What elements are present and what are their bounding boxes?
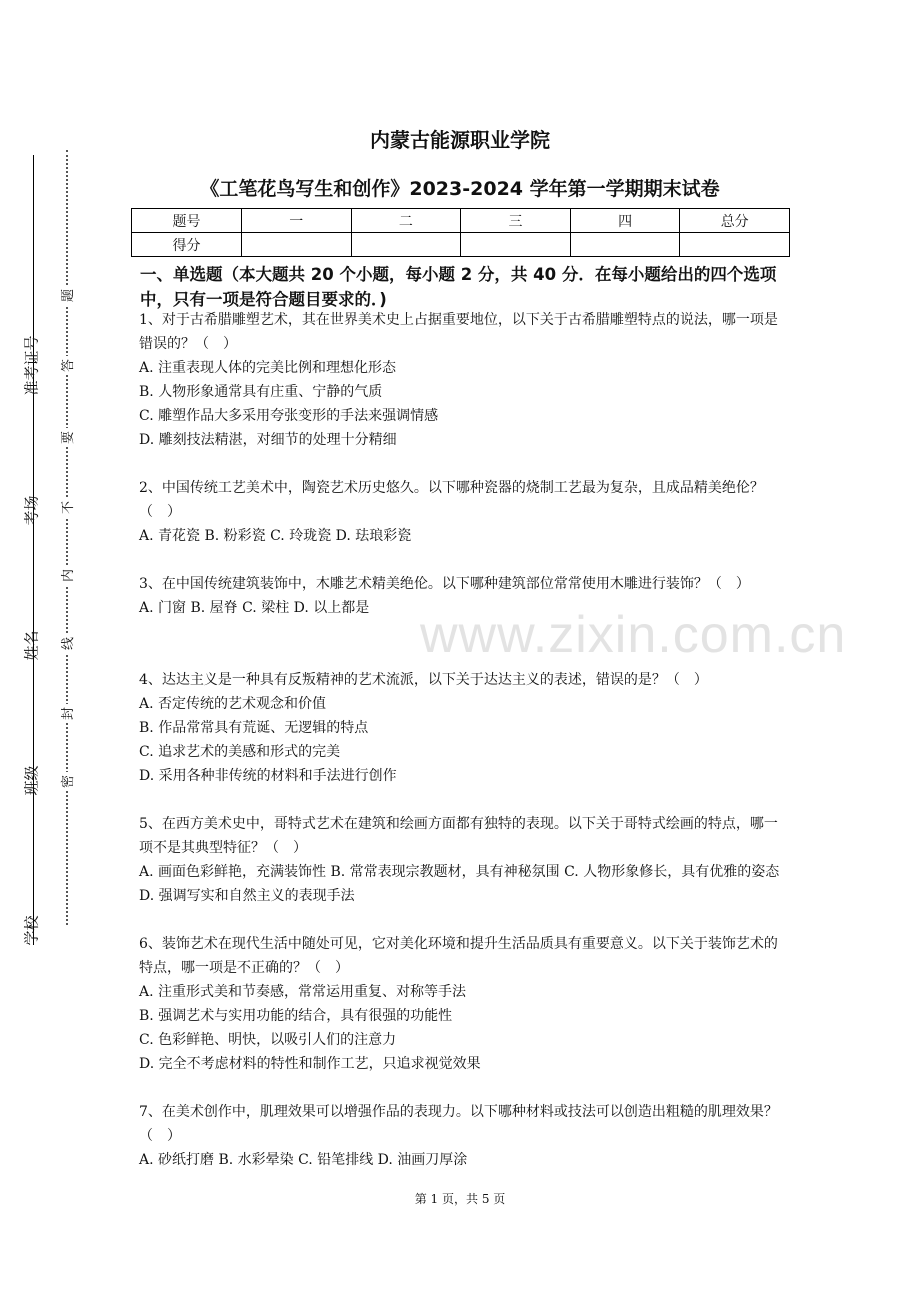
question-stem: 3、在中国传统建筑装饰中，木雕艺术精美绝伦。以下哪种建筑部位常常使用木雕进行装饰？（ ）: [139, 576, 750, 592]
question-1: [139, 308, 787, 452]
score-cell[interactable]: [242, 233, 352, 257]
seal-char: 答: [56, 356, 78, 375]
score-table-header-row: [132, 209, 790, 233]
option[interactable]: A. 砂纸打磨 B. 水彩晕染 C. 铅笔排线 D. 油画刀厚涂: [139, 1152, 468, 1168]
option[interactable]: C. 色彩鲜艳、明快，以吸引人们的注意力: [139, 1032, 397, 1048]
option[interactable]: D. 雕刻技法精湛，对细节的处理十分精细: [139, 432, 397, 448]
seal-char: 线: [56, 634, 78, 653]
question-stem: 6、装饰艺术在现代生活中随处可见，它对美化环境和提升生活品质具有重要意义。以下关于装饰艺术的特点，哪一项是不正确的？（ ）: [139, 936, 778, 976]
field-class[interactable]: 班级: [22, 764, 41, 796]
option[interactable]: A. 否定传统的艺术观念和价值: [139, 696, 327, 712]
option[interactable]: A. 青花瓷 B. 粉彩瓷 C. 玲珑瓷 D. 珐琅彩瓷: [139, 528, 412, 544]
score-header-cell: 题号: [132, 209, 242, 233]
seal-char: 不: [56, 498, 78, 517]
seal-char: 封: [56, 704, 78, 723]
question-stem: 7、在美术创作中，肌理效果可以增强作品的表现力。以下哪种材料或技法可以创造出粗糙的肌理效果？（ ）: [139, 1104, 778, 1144]
score-header-cell: 三: [461, 209, 571, 233]
question-6: [139, 932, 787, 1076]
option[interactable]: C. 追求艺术的美感和形式的完美: [139, 744, 341, 760]
score-header-cell: 一: [242, 209, 352, 233]
option[interactable]: D. 完全不考虑材料的特性和制作工艺，只追求视觉效果: [139, 1056, 481, 1072]
option[interactable]: D. 采用各种非传统的材料和手法进行创作: [139, 768, 397, 784]
score-cell[interactable]: [570, 233, 680, 257]
field-name[interactable]: 姓名: [22, 629, 41, 661]
question-7: [139, 1100, 787, 1172]
option[interactable]: A. 注重表现人体的完美比例和理想化形态: [139, 360, 397, 376]
option[interactable]: B. 人物形象通常具有庄重、宁静的气质: [139, 384, 383, 400]
question-stem: 4、达达主义是一种具有反叛精神的艺术流派，以下关于达达主义的表述，错误的是？（ ）: [139, 672, 708, 688]
score-header-cell: 二: [351, 209, 461, 233]
score-table: [131, 208, 790, 257]
option[interactable]: C. 雕塑作品大多采用夸张变形的手法来强调情感: [139, 408, 439, 424]
seal-char: 题: [56, 286, 78, 305]
field-exam-id[interactable]: 准考证号: [22, 334, 41, 396]
score-header-cell: 四: [570, 209, 680, 233]
field-exam-room[interactable]: 考场: [22, 494, 41, 526]
option[interactable]: B. 强调艺术与实用功能的结合，具有很强的功能性: [139, 1008, 453, 1024]
question-4: [139, 668, 787, 788]
option[interactable]: A. 门窗 B. 屋脊 C. 梁柱 D. 以上都是: [139, 600, 370, 616]
question-2: [139, 476, 787, 548]
score-cell[interactable]: [351, 233, 461, 257]
section-heading: 一、单选题（本大题共 20 个小题，每小题 2 分，共 40 分．在每小题给出的四个选项中，只有一项是符合题目要求的．): [140, 265, 777, 309]
seal-char: 内: [56, 566, 78, 585]
seal-dotted-line: [66, 150, 68, 925]
score-header-cell: 总分: [680, 209, 790, 233]
field-school[interactable]: 学校: [22, 914, 41, 946]
watermark: www.zixin.com.cn: [420, 606, 847, 664]
question-stem: 2、中国传统工艺美术中，陶瓷艺术历史悠久。以下哪种瓷器的烧制工艺最为复杂，且成品精美绝伦？（ ）: [139, 480, 764, 520]
question-3: [139, 572, 787, 620]
question-stem: 1、对于古希腊雕塑艺术，其在世界美术史上占据重要地位，以下关于古希腊雕塑特点的说法，哪一项是错误的？（ ）: [139, 312, 778, 352]
score-cell[interactable]: [461, 233, 571, 257]
question-stem: 5、在西方美术史中，哥特式艺术在建筑和绘画方面都有独特的表现。以下关于哥特式绘画的特点，哪一项不是其典型特征？（ ）: [139, 816, 778, 856]
score-cell[interactable]: [680, 233, 790, 257]
binding-line: [33, 155, 34, 945]
score-row-label: 得分: [132, 233, 242, 257]
score-table-score-row: [132, 233, 790, 257]
seal-char: 密: [56, 772, 78, 791]
page-footer: 第 1 页，共 5 页: [414, 1192, 506, 1206]
question-5: [139, 812, 787, 908]
exam-title: 《工笔花鸟写生和创作》2023-2024 学年第一学期期末试卷: [200, 178, 720, 200]
seal-char: 要: [56, 428, 78, 447]
option[interactable]: B. 作品常常具有荒诞、无逻辑的特点: [139, 720, 369, 736]
school-title: 内蒙古能源职业学院: [370, 128, 550, 152]
option[interactable]: A. 注重形式美和节奏感，常常运用重复、对称等手法: [139, 984, 467, 1000]
option[interactable]: A. 画面色彩鲜艳，充满装饰性 B. 常常表现宗教题材，具有神秘氛围 C. 人物形象修长，具有优雅的姿态 D. 强调写实和自然主义的表现手法: [139, 864, 780, 904]
